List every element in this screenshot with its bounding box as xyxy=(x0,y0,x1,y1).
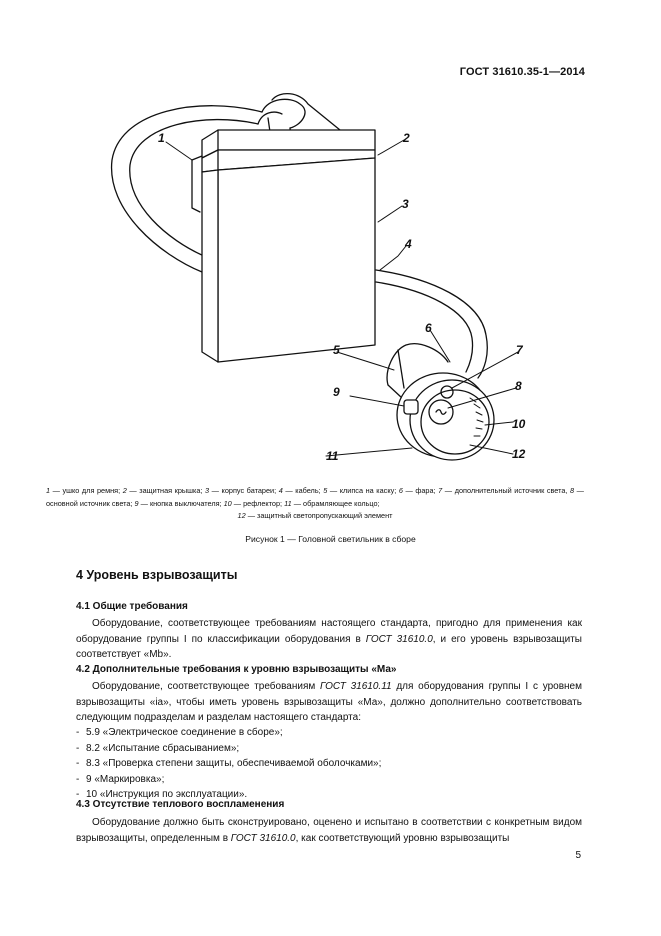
subsection-4-2-title: 4.2 Дополнительные требования к уровню взрывозащиты «Ма» xyxy=(76,664,397,675)
subsection-4-1-text: Оборудование, соответствующее требованиям настоящего стандарта, пригодно для применения как оборудование группы I по классификации оборудования в ГОСТ 31610.0, и его уровень взрывозащиты соответствует «Mb». xyxy=(76,618,582,661)
requirements-list xyxy=(76,725,381,803)
callout-12: 12 xyxy=(512,447,526,461)
callout-9: 9 xyxy=(333,385,340,399)
subsection-4-2-text: Оборудование, соответствующее требованиям ГОСТ 31610.11 для оборудования группы I с уровнем взрывозащиты «ia», чтобы иметь уровень взрывозащиты «Ма», должно дополнительно соответствовать следующим подразделам и разделам настоящего стандарта: xyxy=(76,681,582,724)
figure-legend: 1 — ушко для ремня; 2 — защитная крышка; 3 — корпус батареи; 4 — кабель; 5 — клипса на каску; 6 — фара; 7 — дополнительный источник света, 8 — основной источник света; 9 — кнопка выключателя; 10 — рефлектор; 11 — обрамляющее кольцо; 12 — защитный светопропускающий элемент xyxy=(46,486,584,521)
callout-3: 3 xyxy=(402,197,409,211)
list-item: - 5.9 «Электрическое соединение в сборе»; xyxy=(76,725,381,741)
subsection-4-1-title: 4.1 Общие требования xyxy=(76,601,188,612)
subsection-4-3-title: 4.3 Отсутствие теплового воспламенения xyxy=(76,799,285,810)
lamp-drawing xyxy=(387,344,494,460)
callout-10: 10 xyxy=(512,417,526,431)
callout-11: 11 xyxy=(326,449,339,463)
page-number: 5 xyxy=(575,850,581,861)
list-item: - 8.2 «Испытание сбрасыванием»; xyxy=(76,741,381,757)
list-item: - 9 «Маркировка»; xyxy=(76,772,381,788)
figure-caption: Рисунок 1 — Головной светильник в сборе xyxy=(245,534,416,544)
callout-4: 4 xyxy=(405,237,412,251)
list-item: - 8.3 «Проверка степени защиты, обеспечиваемой оболочками»; xyxy=(76,756,381,772)
battery-drawing xyxy=(192,130,375,362)
callout-6: 6 xyxy=(425,321,432,335)
callout-2: 2 xyxy=(403,131,410,145)
subsection-4-3-text: Оборудование должно быть сконструировано, оценено и испытано в соответствии с конкретным видом взрывозащиты, определенным в ГОСТ 31610.0, как соответствующий уровню взрывозащиты xyxy=(76,817,582,844)
callout-1: 1 xyxy=(158,131,165,145)
callout-7: 7 xyxy=(516,343,523,357)
callout-5: 5 xyxy=(333,343,340,357)
callout-8: 8 xyxy=(515,379,522,393)
standard-header: ГОСТ 31610.35-1—2014 xyxy=(459,66,585,78)
section-title: 4 Уровень взрывозащиты xyxy=(76,568,238,582)
list-item: - 10 «Инструкция по эксплуатации». xyxy=(76,787,381,803)
